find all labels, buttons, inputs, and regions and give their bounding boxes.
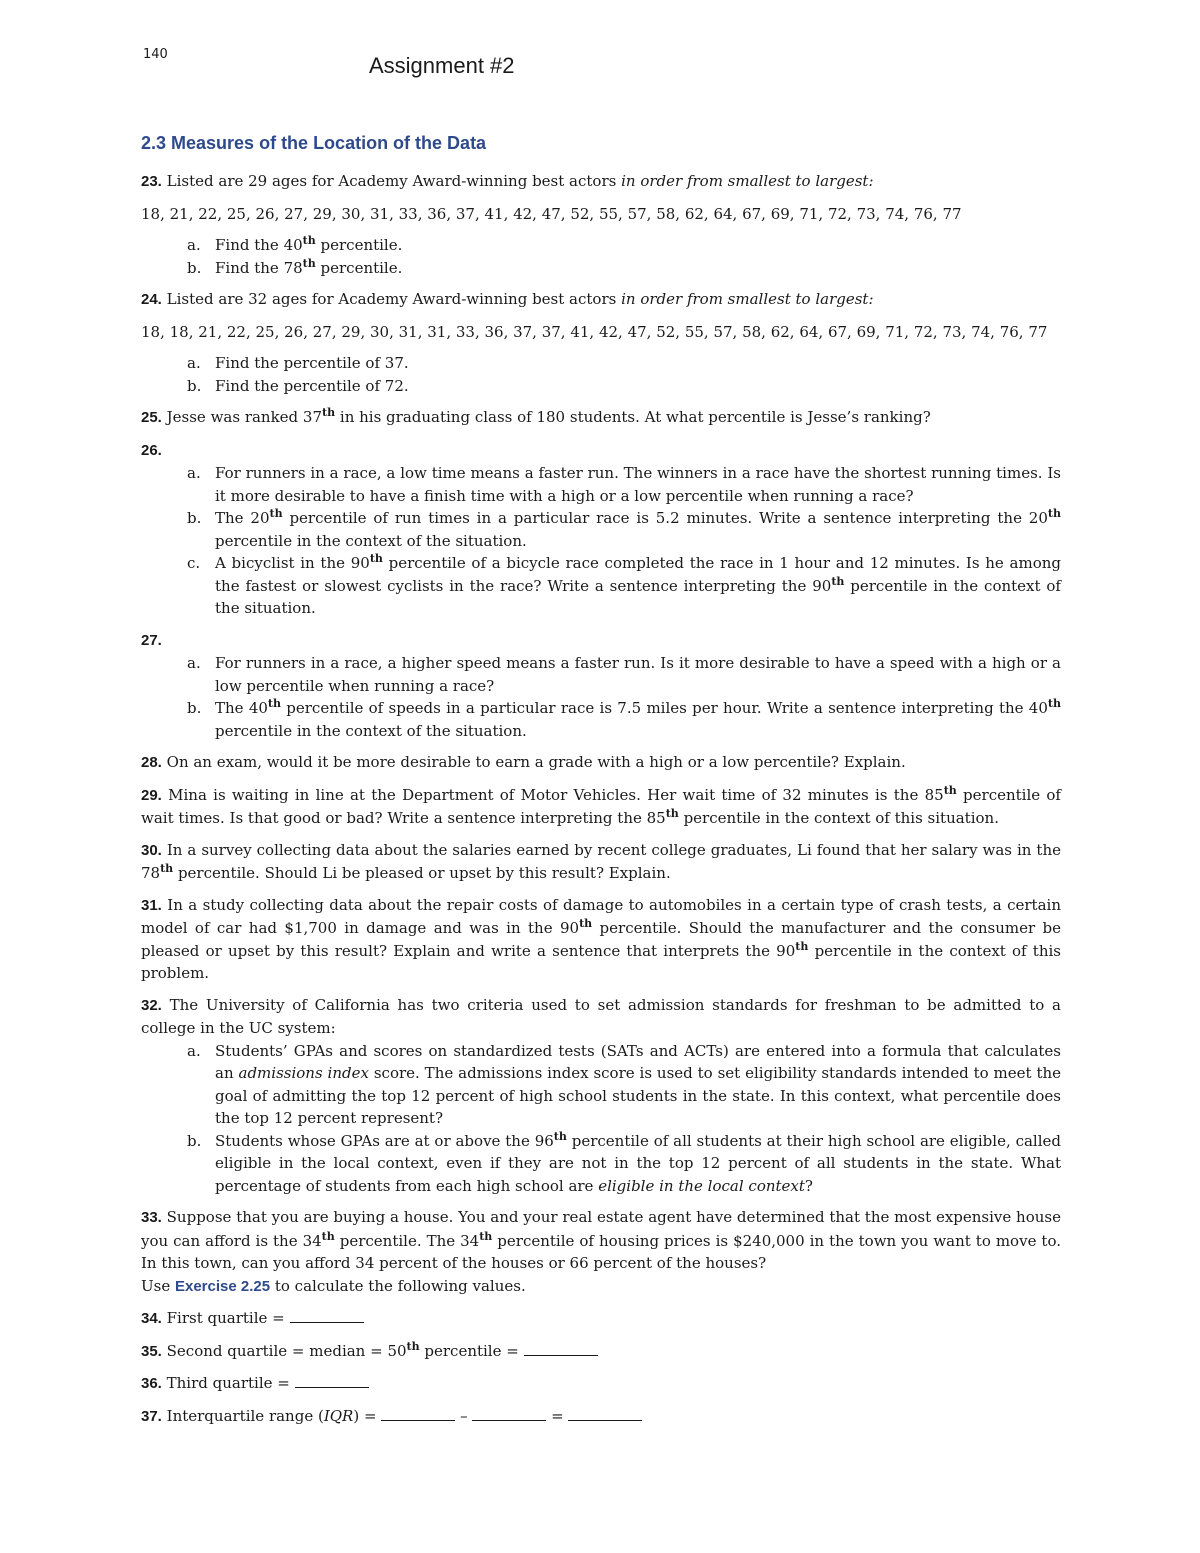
question-35: 35. Second quartile = median = 50th percentile = [141,1340,1061,1364]
question-28: 28. On an exam, would it be more desirable to earn a grade with a high or a low percentile? Explain. [141,753,906,771]
question-37: 37. Interquartile range (IQR) = – = [141,1405,1061,1429]
question-29: 29. Mina is waiting in line at the Department of Motor Vehicles. Her wait time of 32 minutes is the 85th percentile of wait times. Is that good or bad? Write a sentence interpreting the 85th percentile in the context of this situation. [141,783,1061,827]
answer-blank [381,1406,455,1421]
question-number: 36. [141,1375,162,1392]
question-26a: a. For runners in a race, a low time means a faster run. The winners in a race have the shortest running times. Is it more desirable to have a finish time with a high or a low percentile when running a race? [187,464,1061,505]
question-number: 34. [141,1310,162,1327]
question-34: 34. First quartile = [141,1307,1061,1331]
question-26c: c. A bicyclist in the 90th percentile of a bicycle race completed the race in 1 hour and 12 minutes. Is he among the fastest or slowest cyclists in the race? Write a sentence interpreting the 90th percentile in the context of the situation. [187,552,1061,617]
question-26b: b. The 20th percentile of run times in a particular race is 5.2 minutes. Write a sentence interpreting the 20th percentile in the context of the situation. [187,507,1061,550]
question-23: 23. Listed are 29 ages for Academy Award-winning best actors in order from smallest to largest: [141,172,874,190]
question-27-parts [141,652,1061,742]
question-number: 35. [141,1342,162,1360]
document-title: Assignment #2 [369,53,515,78]
question-24b: b. Find the percentile of 72. [187,376,409,395]
question-31: 31. In a study collecting data about the repair costs of damage to automobiles in a certain type of crash tests, a certain model of car had $1,700 in damage and was in the 90th percentile. Should the manufacturer and the consumer be pleased or upset by this result? Explain and write a sentence that interprets the 90th percentile in the context of this problem. [141,895,1061,982]
question-36: 36. Third quartile = [141,1372,1061,1396]
question-number: 25. [141,409,162,426]
question-number: 29. [141,786,162,804]
question-25: 25. Jesse was ranked 37th in his graduating class of 180 students. At what percentile is Jesse’s ranking? [141,406,931,426]
question-27b: b. The 40th percentile of speeds in a particular race is 7.5 miles per hour. Write a sentence interpreting the 40th percentile in the context of the situation. [187,697,1061,740]
section-heading: 2.3 Measures of the Location of the Data [141,133,487,153]
question-number: 24. [141,291,162,308]
data-list-23: 18, 21, 22, 25, 26, 27, 29, 30, 31, 33, 36, 37, 41, 42, 47, 52, 55, 57, 58, 62, 64, 67, 69, 71, 72, 73, 74, 76, 77 [141,204,962,223]
exercise-link[interactable]: Exercise 2.25 [174,1277,271,1295]
question-24: 24. Listed are 32 ages for Academy Award-winning best actors in order from smallest to largest: [141,290,874,308]
question-32a: a. Students’ GPAs and scores on standardized tests (SATs and ACTs) are entered into a formula that calculates an admissions index score. The admissions index score is used to set eligibility standards intended to meet the goal of admitting the top 12 percent of high school students in the state. In this context, what percentile does the top 12 percent represent? [187,1041,1062,1127]
question-26 [141,439,1061,463]
question-27 [141,629,1061,653]
question-23b: b. Find the 78th percentile. [187,256,403,277]
answer-blank [568,1406,642,1421]
question-number: 30. [141,841,162,859]
question-number: 33. [141,1209,162,1226]
assignment-content [141,130,1061,1437]
question-32: 32. The University of California has two criteria used to set admission standards for freshman to be admitted to a college in the UC system: [141,995,1061,1037]
exercise-reference: Use Exercise 2.25 to calculate the following values. [141,1276,526,1295]
question-number: 32. [141,996,162,1014]
answer-blank [524,1341,598,1356]
question-number: 27. [141,631,162,649]
question-number: 31. [141,896,162,914]
question-32b: b. Students whose GPAs are at or above the 96th percentile of all students at their high school are eligible, called eligible in the local context, even if they are not in the top 12 percent of all students in the state. What percentage of students from each high school are eligible in the local context? [187,1129,1061,1195]
page-number: 140 [143,47,168,62]
question-number: 28. [141,754,162,771]
question-number: 37. [141,1407,162,1425]
question-27a: a. For runners in a race, a higher speed means a faster run. Is it more desirable to have a speed with a high or a low percentile when running a race? [187,654,1061,695]
answer-blank [290,1308,364,1323]
question-24-parts [141,352,1061,397]
answer-blank [472,1406,546,1421]
question-number: 23. [141,173,162,190]
question-32-parts [141,1040,1061,1198]
answer-blank [295,1373,369,1388]
question-23-parts [141,234,1061,279]
question-30: 30. In a survey collecting data about the salaries earned by recent college graduates, Li found that her salary was in the 78th percentile. Should Li be pleased or upset by this result? Explain. [141,840,1061,882]
question-26-parts [141,462,1061,620]
question-33: 33. Suppose that you are buying a house. You and your real estate agent have determined that the most expensive house you can afford is the 34th percentile. The 34th percentile of housing prices is $240,000 in the town you want to move to. In this town, can you afford 34 percent of the houses or 66 percent of the houses? [141,1208,1061,1272]
question-23a: a. Find the 40th percentile. [187,234,403,254]
question-number: 26. [141,441,162,459]
data-list-24: 18, 18, 21, 22, 25, 26, 27, 29, 30, 31, 31, 33, 36, 37, 37, 41, 42, 47, 52, 55, 57, 58, 62, 64, 67, 69, 71, 72, 73, 74, 76, 77 [141,322,1048,341]
question-24a: a. Find the percentile of 37. [187,354,409,372]
